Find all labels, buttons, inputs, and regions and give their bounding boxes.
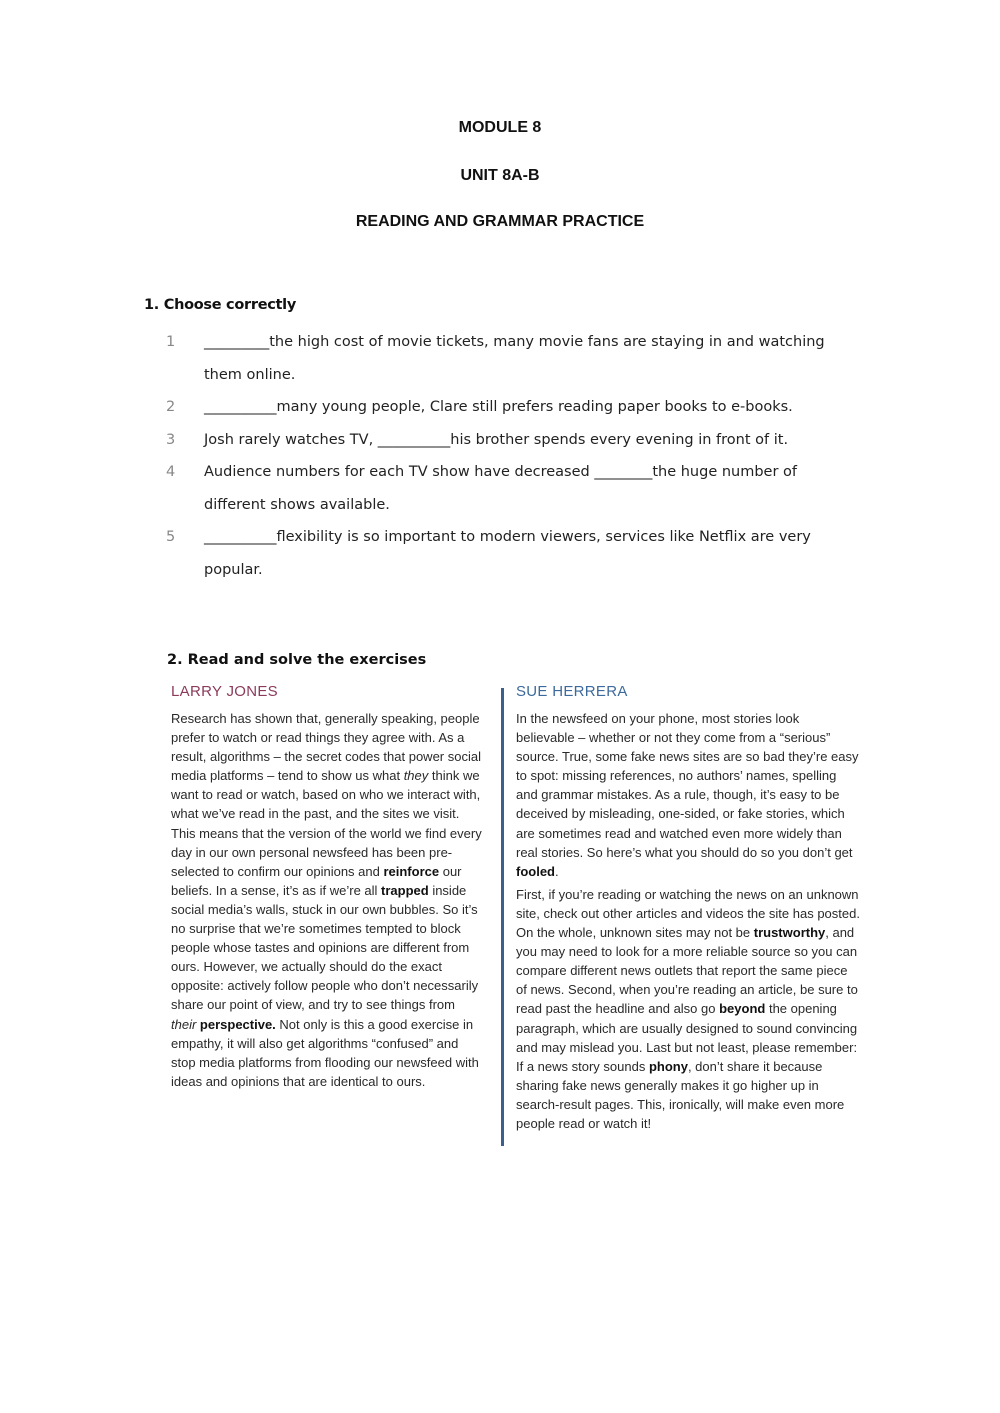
exercise-2-title: 2. Read and solve the exercises [167,652,427,668]
article-paragraph: In the newsfeed on your phone, most stories look believable – whether or not they come from a “serious” source. True, some fake news sites are so bad they’re easy to spot: missing references, no authors’ names, spelling and grammar mistakes. As a rule, though, it’s easy to be deceived by misleading, one-sided, or fake stories, which are sometimes read and watched even more widely than real stories. So here’s what you should do so you don’t get fooled. [516,711,859,879]
module-title: MODULE 8 [458,119,542,136]
author-name-left: LARRY JONES [171,683,278,700]
column-divider [501,688,504,1146]
exercise-item [0,521,1000,586]
vocab-perspective: perspective. [199,1016,276,1032]
vocab-phony: phony [648,1058,688,1074]
vocab-trustworthy: trustworthy [753,925,826,941]
exercise-item-number: 5 [166,529,176,545]
vocab-reinforce: reinforce [383,863,440,879]
exercise-1-title: 1. Choose correctly [144,297,296,313]
author-name-right: SUE HERRERA [516,683,628,700]
article-sue-herrera [516,682,861,1133]
exercise-item-text: Audience numbers for each TV show have decreased ________the huge number of different shows available. [204,464,798,513]
exercise-item-number: 1 [166,334,176,350]
article-larry-jones [171,682,483,1091]
worksheet-subtitle: READING AND GRAMMAR PRACTICE [355,213,645,230]
vocab-beyond: beyond [719,1001,766,1017]
exercise-item-number: 4 [166,464,176,480]
article-paragraph: First, if you’re reading or watching the news on an unknown site, check out other articles and videos the site has posted. On the whole, unknown sites may not be trustworthy, and you may need to look for a more reliable source so you can compare different news outlets that report the same piece of news. Second, when you’re reading an article, be sure to read past the headline and also go beyond the opening paragraph, which are usually designed to sound convincing and may mislead you. Last but not least, please remember: If a news story sounds phony, don’t share it because sharing fake news generally makes it go higher up in search-result pages. This, ironically, will make even more people read or watch it! [516,886,860,1131]
exercise-item-number: 2 [166,399,176,415]
exercise-item-text: _________the high cost of movie tickets, many movie fans are staying in and watching them online. [204,334,825,383]
exercise-1-list [0,326,1000,586]
vocab-trapped: trapped [381,882,429,898]
exercise-item [0,456,1000,521]
exercise-item [0,424,1000,457]
exercise-item-text: __________flexibility is so important to modern viewers, services like Netflix are very popular. [204,529,811,578]
exercise-item [0,391,1000,424]
exercise-item-text: __________many young people, Clare still prefers reading paper books to e-books. [204,399,793,415]
unit-title: UNIT 8A-B [460,167,540,184]
exercise-item-text: Josh rarely watches TV, __________his brother spends every evening in front of it. [204,431,789,448]
exercise-item-number: 3 [166,431,176,448]
exercise-item [0,326,1000,391]
vocab-fooled: fooled [516,863,555,879]
article-paragraph: Research has shown that, generally speaking, people prefer to watch or read things they agree with. As a result, algorithms – the secret codes that power social media platforms – tend to show us what they think we want to read or watch, based on who we interact with, what we’ve read in the past, and the sites we visit. This means that the version of the world we find every day in our own personal newsfeed has been pre-selected to confirm our opinions and reinforce our beliefs. In a sense, it’s as if we’re all trapped inside social media’s walls, stuck in our own bubbles. So it’s no surprise that we’re sometimes tempted to block people whose tastes and opinions are different from ours. However, we actually should do the exact opposite: actively follow people who don’t necessarily share our point of view, and try to see things from their perspective. Not only is this a good exercise in empathy, it will also get algorithms “confused” and stop media platforms from flooding our newsfeed with ideas and opinions that are identical to ours. [171,711,482,1089]
